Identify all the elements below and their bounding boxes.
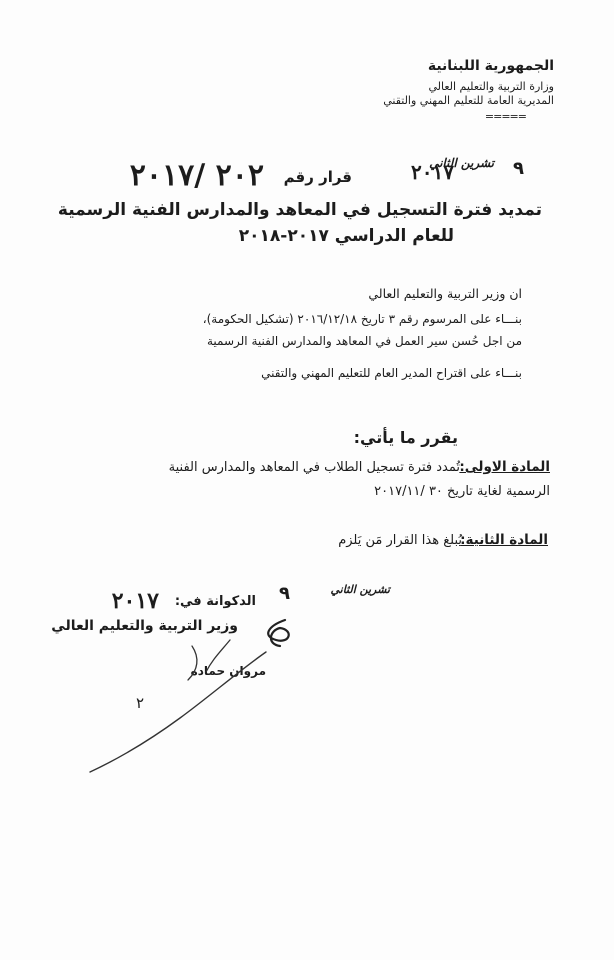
place-date-year: ٢٠١٧ [111, 588, 159, 614]
signature-mark: ٢ [135, 694, 144, 712]
title-line-2: للعام الدراسي ٢٠١٧-٢٠١٨ [238, 226, 454, 246]
article-2-heading: المادة الثانية: [460, 532, 548, 548]
ministry-heading: وزارة التربية والتعليم العالي [428, 80, 554, 93]
handwritten-signature [80, 600, 340, 780]
place-date-label: الدكوانة في: [174, 594, 256, 609]
article-1-body: تُمدد فترة تسجيل الطلاب في المعاهد والمدارس الفنية [168, 460, 460, 475]
preamble-line-1: ان وزير التربية والتعليم العالي [368, 286, 522, 301]
directorate-heading: المديرية العامة للتعليم المهني والتقني [383, 94, 554, 107]
decision-date-day: ٩ [513, 158, 524, 179]
place-date-day: ٩ [279, 583, 290, 604]
decision-date-year: ٢٠١٧ [411, 160, 454, 184]
header-rule: ===== [484, 110, 526, 123]
preamble-line-2: بنـــاء على المرسوم رقم ٣ تاريخ ٢٠١٦/١٢/١٨ (تشكيل الحكومة)، [202, 312, 522, 326]
republic-heading: الجمهورية اللبنانية [427, 58, 554, 74]
minister-title: وزير التربية والتعليم العالي [51, 618, 238, 634]
decision-number: ٢٠٢ /٢٠١٧ [129, 158, 264, 193]
title-line-1: تمديد فترة التسجيل في المعاهد والمدارس الفنية الرسمية [57, 200, 542, 220]
place-date-month: تشرين الثاني [330, 583, 390, 596]
article-2-body: يُبلغ هذا القرار مَن يَلزم [338, 533, 462, 548]
decision-date-month: تشرين الثاني [429, 156, 494, 170]
preamble-line-3: من اجل حُسن سير العمل في المعاهد والمدارس الفنية الرسمية [206, 334, 522, 348]
minister-name: مروان حماده [190, 664, 266, 678]
article-1-body-line-2: الرسمية لغاية تاريخ ٣٠ /٢٠١٧/١١ [374, 484, 550, 499]
article-1-heading: المادة الاولى: [459, 459, 550, 475]
decides-heading: يقرر ما يأتي: [353, 428, 458, 447]
preamble-line-4: بنـــاء على اقتراح المدير العام للتعليم المهني والتقني [261, 366, 522, 380]
decision-label: قرار رقم [283, 168, 352, 186]
